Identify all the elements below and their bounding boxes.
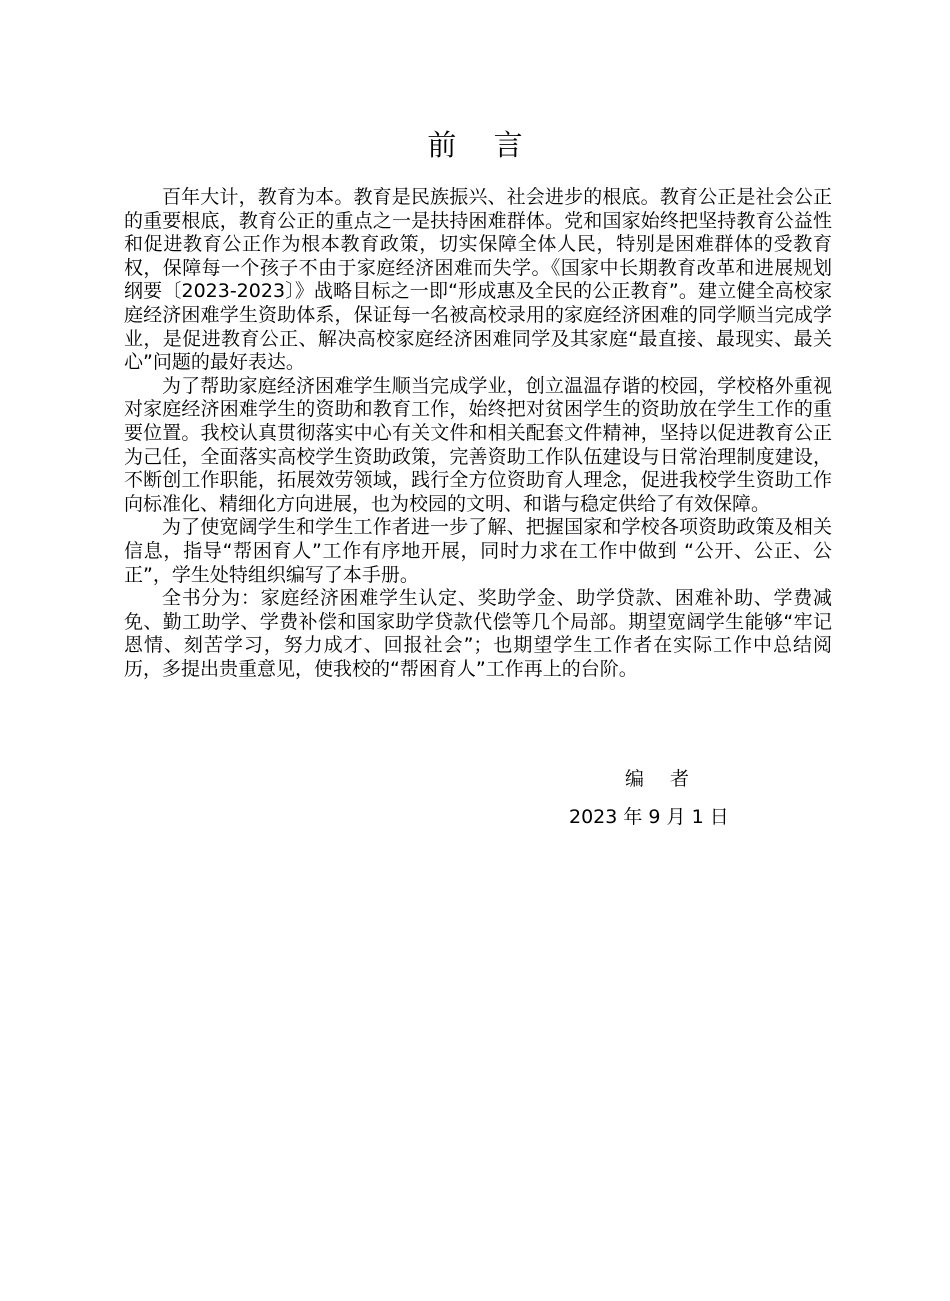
signature-date: 2023 年 9 月 1 日 [569,806,729,828]
page-title: 前 言 [427,128,537,162]
author-signature: 编 者 [625,768,700,790]
preface-body [124,186,832,681]
paragraph-1: 百年大计，教育为本。教育是民族振兴、社会进步的根底。教育公正是社会公正的重要根底，教育公正的重点之一是扶持困难群体。党和国家始终把坚持教育公益性和促进教育公正作为根本教育政策，切实保障全体人民，特别是困难群体的受教育权，保障每一个孩子不由于家庭经济困难而失学。《国家中长期教育改革和进展规划纲要〔2023-2023〕》战略目标之一即“形成惠及全民的公正教育”。建立健全高校家庭经济困难学生资助体系，保证每一名被高校录用的家庭经济困难的同学顺当完成学业，是促进教育公正、解决高校家庭经济困难同学及其家庭“最直接、最现实、最关心”问题的最好表达。 [124,186,832,374]
paragraph-3: 为了使宽阔学生和学生工作者进一步了解、把握国家和学校各项资助政策及相关信息，指导“帮困育人”工作有序地开展，同时力求在工作中做到 “公开、公正、公正”，学生处特组织编写了本手册。 [124,516,832,586]
paragraph-2: 为了帮助家庭经济困难学生顺当完成学业，创立温温存谐的校园，学校格外重视对家庭经济困难学生的资助和教育工作，始终把对贫困学生的资助放在学生工作的重要位置。我校认真贯彻落实中心有关文件和相关配套文件精神，坚持以促进教育公正为己任，全面落实高校学生资助政策，完善资助工作队伍建设与日常治理制度建设，不断创工作职能，拓展效劳领域，践行全方位资助育人理念，促进我校学生资助工作向标准化、精细化方向进展，也为校园的文明、和谐与稳定供给了有效保障。 [124,374,832,515]
paragraph-4: 全书分为：家庭经济困难学生认定、奖助学金、助学贷款、困难补助、学费减免、勤工助学、学费补偿和国家助学贷款代偿等几个局部。期望宽阔学生能够“牢记恩情、刻苦学习，努力成才、回报社会”；也期望学生工作者在实际工作中总结阅历，多提出贵重意见，使我校的“帮困育人”工作再上的台阶。 [124,587,832,680]
